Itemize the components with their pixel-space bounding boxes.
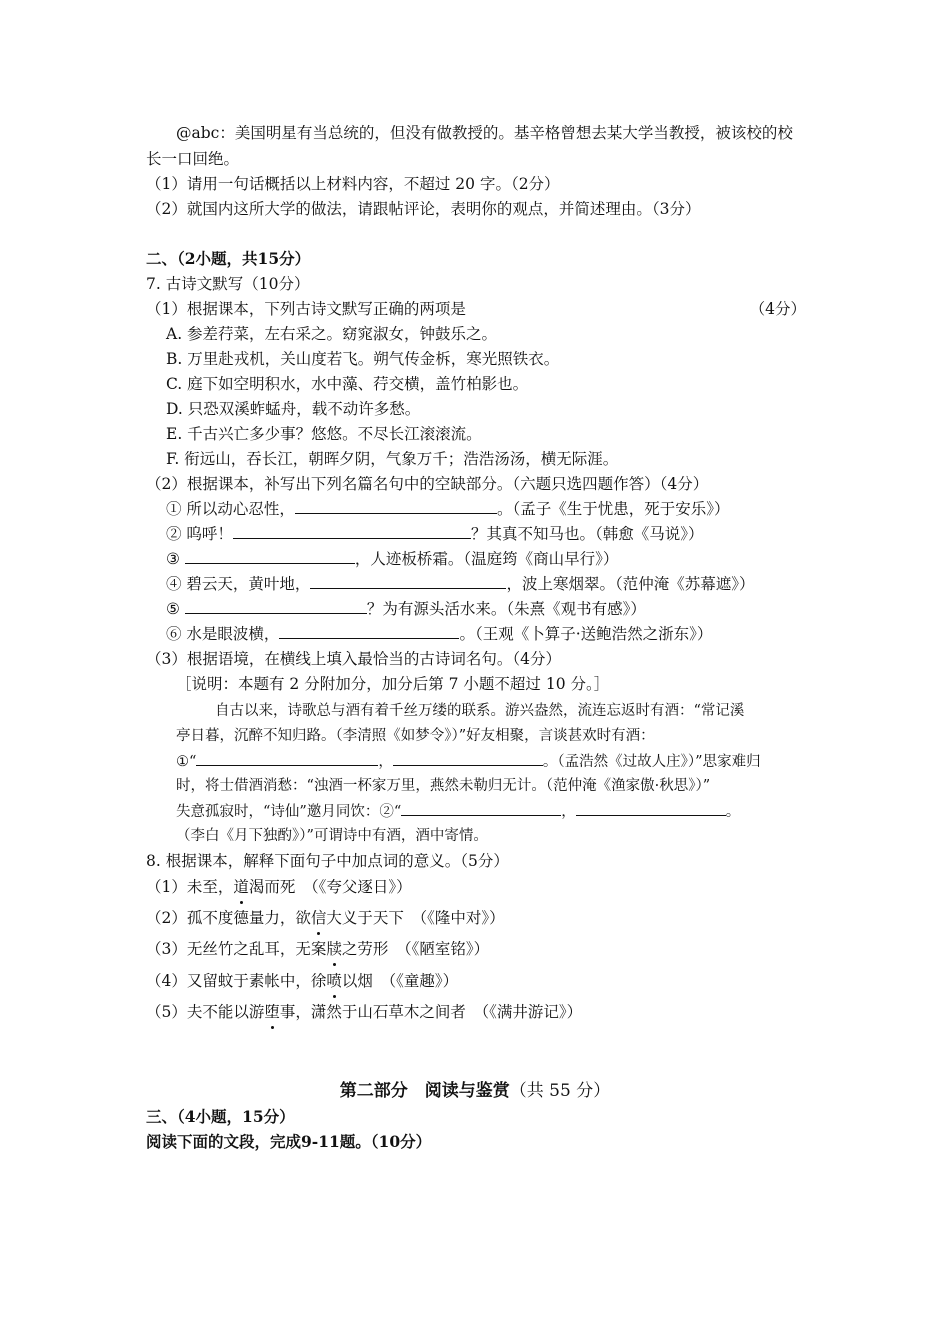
fill-item-5-pre: ⑤ xyxy=(166,600,185,618)
passage-line-3-a: ①“ xyxy=(176,754,197,770)
passage-line-5 xyxy=(176,800,740,823)
fill-item-4 xyxy=(166,573,754,595)
answer-blank[interactable] xyxy=(401,800,561,816)
q8-item-1-b: 渴而死 （《夸父逐日》） xyxy=(248,878,412,896)
dotted-word: 堕 xyxy=(264,1003,280,1021)
fill-item-3 xyxy=(166,548,618,570)
part-2-title-main: 第二部分 阅读与鉴赏 xyxy=(339,1081,510,1101)
dotted-word: 牍 xyxy=(326,940,342,958)
q8-item-2 xyxy=(146,907,505,929)
part-2-title-score: （共 55 分） xyxy=(509,1081,611,1101)
fill-item-6-pre: ⑥ 水是眼波横， xyxy=(166,625,280,643)
answer-blank[interactable] xyxy=(393,750,543,766)
answer-blank[interactable] xyxy=(196,750,378,766)
q8-item-1 xyxy=(146,876,412,898)
q8-item-4-a: （4）又留蚊于素帐中，徐 xyxy=(146,972,327,990)
answer-blank[interactable] xyxy=(279,623,459,639)
q8-item-4-b: 以烟 （《童趣》） xyxy=(341,972,459,990)
q8-item-2-b: 大义于天下 （《隆中对》） xyxy=(326,909,505,927)
abc-comment-line-1: @abc：美国明星有当总统的，但没有做教授的。基辛格曾想去某大学当教授，被该校的校 xyxy=(176,124,793,142)
q8-item-5 xyxy=(146,1001,582,1023)
fill-item-3-post: ，人迹板桥霜。（温庭筠《商山早行》） xyxy=(354,550,619,568)
section-2-heading: 二、（2小题，共15分） xyxy=(146,249,311,268)
question-1: （1）请用一句话概括以上材料内容，不超过 20 字。（2分） xyxy=(146,175,560,193)
q8-item-3-a: （3）无丝竹之乱耳，无案 xyxy=(146,940,327,958)
abc-comment-line-2: 长一口回绝。 xyxy=(146,150,240,168)
question-2: （2）就国内这所大学的做法，请跟帖评论，表明你的观点，并简述理由。（3分） xyxy=(146,200,701,218)
part-2-title xyxy=(0,1076,950,1101)
answer-blank[interactable] xyxy=(233,523,471,539)
passage-line-2: 亭日暮，沉醉不知归路。（李清照《如梦令》）”好友相聚，言谈甚欢时有酒： xyxy=(176,728,655,744)
fill-item-1-pre: ① 所以动心忍性， xyxy=(166,500,295,518)
fill-item-6 xyxy=(166,623,712,645)
fill-item-1-post: 。（孟子《生于忧患，死于安乐》） xyxy=(496,500,730,518)
passage-line-5-c: 。 xyxy=(725,804,741,820)
option-c: C. 庭下如空明积水，水中藻、荇交横，盖竹柏影也。 xyxy=(166,375,529,393)
fill-item-5-post: ？为有源头活水来。（朱熹《观书有感》） xyxy=(366,600,646,618)
answer-blank[interactable] xyxy=(185,598,367,614)
answer-blank[interactable] xyxy=(185,548,355,564)
q8-item-3-b: 之劳形 （《陋室铭》） xyxy=(341,940,490,958)
fill-item-5 xyxy=(166,598,646,620)
fill-item-4-post: ，波上寒烟翠。（范仲淹《苏幕遮》） xyxy=(506,575,755,593)
question-7-1 xyxy=(146,298,806,320)
passage-line-6: （李白《月下独酌》）”可谓诗中有酒，酒中寄情。 xyxy=(176,828,488,844)
answer-blank[interactable] xyxy=(576,800,726,816)
section-3-heading: 三、（4小题，15分） xyxy=(146,1107,295,1126)
option-f: F. 衔远山，吞长江，朝晖夕阴，气象万千；浩浩汤汤，横无际涯。 xyxy=(166,450,619,468)
fill-item-2-pre: ② 呜呼！ xyxy=(166,525,233,543)
question-7-1-score: （4分） xyxy=(749,300,806,318)
option-a: A. 参差荇菜，左右采之。窈窕淑女，钟鼓乐之。 xyxy=(166,325,498,343)
fill-item-2-post: ？其真不知马也。（韩愈《马说》） xyxy=(470,525,704,543)
answer-blank[interactable] xyxy=(295,498,497,514)
reading-instruction: 阅读下面的文段，完成9-11题。（10分） xyxy=(146,1132,432,1151)
passage-line-3 xyxy=(176,750,761,773)
note: ［说明：本题有 2 分附加分，加分后第 7 小题不超过 10 分。］ xyxy=(176,675,610,693)
q8-item-1-a: （1）未至， xyxy=(146,878,234,896)
fill-item-6-post: 。（王观《卜算子·送鲍浩然之浙东》） xyxy=(459,625,713,643)
fill-item-2 xyxy=(166,523,703,545)
dotted-word: 喷 xyxy=(326,972,342,990)
passage-line-5-b: ， xyxy=(561,804,576,820)
fill-item-3-pre: ③ xyxy=(166,550,185,568)
dotted-word: 信 xyxy=(310,909,327,927)
fill-item-1 xyxy=(166,498,729,520)
passage-line-4: 时，将士借酒消愁：“浊酒一杯家万里，燕然未勒归无计。（范仲淹《渔家傲·秋思》）” xyxy=(176,778,711,794)
question-7-2: （2）根据课本，补写出下列名篇名句中的空缺部分。（六题只选四题作答）（4分） xyxy=(146,475,709,493)
passage-line-3-c: 。（孟浩然《过故人庄》）”思家难归 xyxy=(542,754,761,770)
passage-line-5-a: 失意孤寂时，“诗仙”邀月同饮：②“ xyxy=(176,804,402,820)
option-e: E. 千古兴亡多少事？悠悠。不尽长江滚滚流。 xyxy=(166,425,482,443)
fill-item-4-pre: ④ 碧云天，黄叶地， xyxy=(166,575,311,593)
passage-line-3-b: ， xyxy=(378,754,393,770)
q8-item-3 xyxy=(146,938,489,960)
question-7-3: （3）根据语境，在横线上填入最恰当的古诗词名句。（4分） xyxy=(146,650,561,668)
question-7: 7. 古诗文默写（10分） xyxy=(146,275,310,293)
answer-blank[interactable] xyxy=(310,573,506,589)
q8-item-5-b: 事，潇然于山石草木之间者 （《满井游记》） xyxy=(279,1003,583,1021)
q8-item-4 xyxy=(146,970,458,992)
q8-item-2-a: （2）孤不度德量力，欲 xyxy=(146,909,311,927)
passage-line-1: 自古以来，诗歌总与酒有着千丝万缕的联系。游兴盎然，流连忘返时有酒：“常记溪 xyxy=(215,703,745,719)
q8-item-5-a: （5）夫不能以游 xyxy=(146,1003,265,1021)
question-8: 8. 根据课本，解释下面句子中加点词的意义。（5分） xyxy=(146,852,509,870)
dotted-word: 道 xyxy=(233,878,249,896)
option-b: B. 万里赴戎机，关山度若飞。朔气传金柝，寒光照铁衣。 xyxy=(166,350,560,368)
question-7-1-text: （1）根据课本，下列古诗文默写正确的两项是 xyxy=(146,300,466,318)
option-d: D. 只恐双溪蚱蜢舟，载不动许多愁。 xyxy=(166,400,421,418)
